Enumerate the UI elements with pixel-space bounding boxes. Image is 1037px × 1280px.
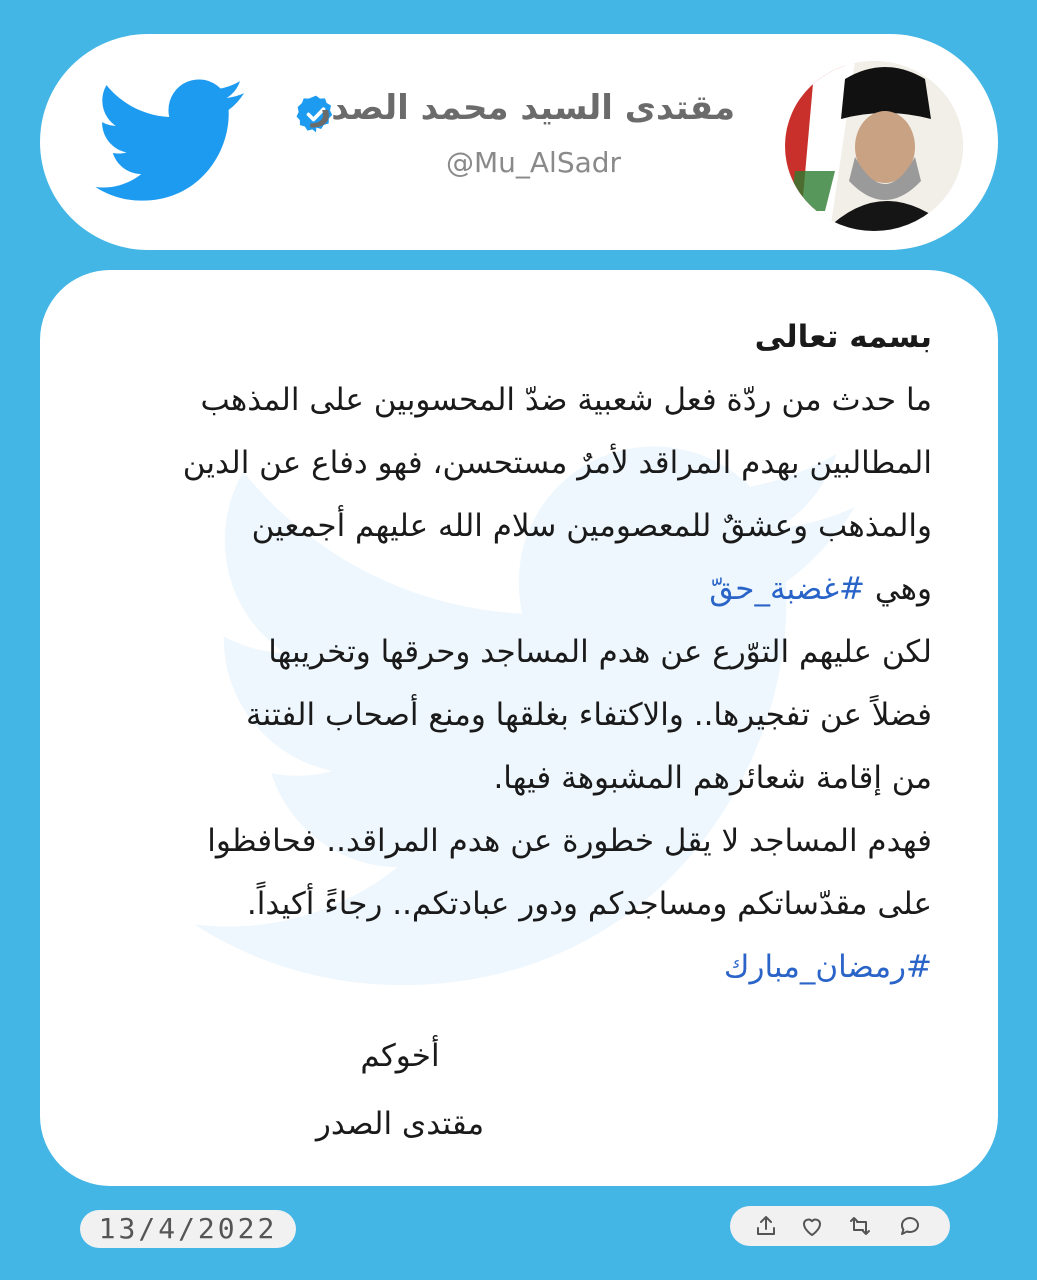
tweet-signature (300, 1022, 500, 1158)
twitter-bird-icon (94, 78, 248, 204)
tweet-line: على مقدّساتكم ومساجدكم ودور عبادتكم.. رجاءً أكيداً. (246, 886, 932, 922)
tweet-line: لكن عليهم التوّرع عن هدم المساجد وحرقها وتخريبها (268, 634, 932, 670)
tweet-actions-bar (730, 1206, 950, 1246)
tweet-line: ما حدث من ردّة فعل شعبية ضدّ المحسوبين على المذهب (200, 382, 932, 418)
signature-line: مقتدى الصدر (315, 1106, 485, 1142)
tweet-text (76, 306, 932, 999)
signature-line: أخوكم (360, 1038, 440, 1074)
retweet-icon[interactable] (848, 1214, 872, 1238)
hashtag-link[interactable]: #غضبة_حقّ (709, 571, 865, 607)
tweet-line (76, 558, 932, 621)
tweet-card (40, 270, 998, 1186)
tweet-line-prefix: وهي (864, 571, 932, 607)
profile-display-name[interactable]: مقتدى السيد محمد الصدر (311, 88, 735, 128)
reply-icon[interactable] (898, 1214, 922, 1238)
avatar[interactable] (782, 58, 966, 234)
like-icon[interactable] (800, 1214, 824, 1238)
tweet-line: المطالبين بهدم المراقد لأمرٌ مستحسن، فهو دفاع عن الدين (182, 445, 932, 481)
hashtag-link[interactable]: #رمضان_مبارك (723, 949, 932, 985)
avatar-portrait-image (785, 61, 963, 231)
tweet-line: والمذهب وعشقٌ للمعصومين سلام الله عليهم أجمعين (251, 508, 932, 544)
tweet-line: فهدم المساجد لا يقل خطورة عن هدم المراقد.. فحافظوا (207, 823, 932, 859)
share-icon[interactable] (754, 1214, 778, 1238)
tweet-line: من إقامة شعائرهم المشبوهة فيها. (493, 760, 932, 796)
tweet-line: فضلاً عن تفجيرها.. والاكتفاء بغلقها ومنع أصحاب الفتنة (246, 697, 932, 733)
tweet-greeting: بسمه تعالى (754, 319, 932, 355)
tweet-date: 13/4/2022 (80, 1210, 296, 1248)
profile-handle[interactable]: @Mu_AlSadr (446, 146, 622, 179)
